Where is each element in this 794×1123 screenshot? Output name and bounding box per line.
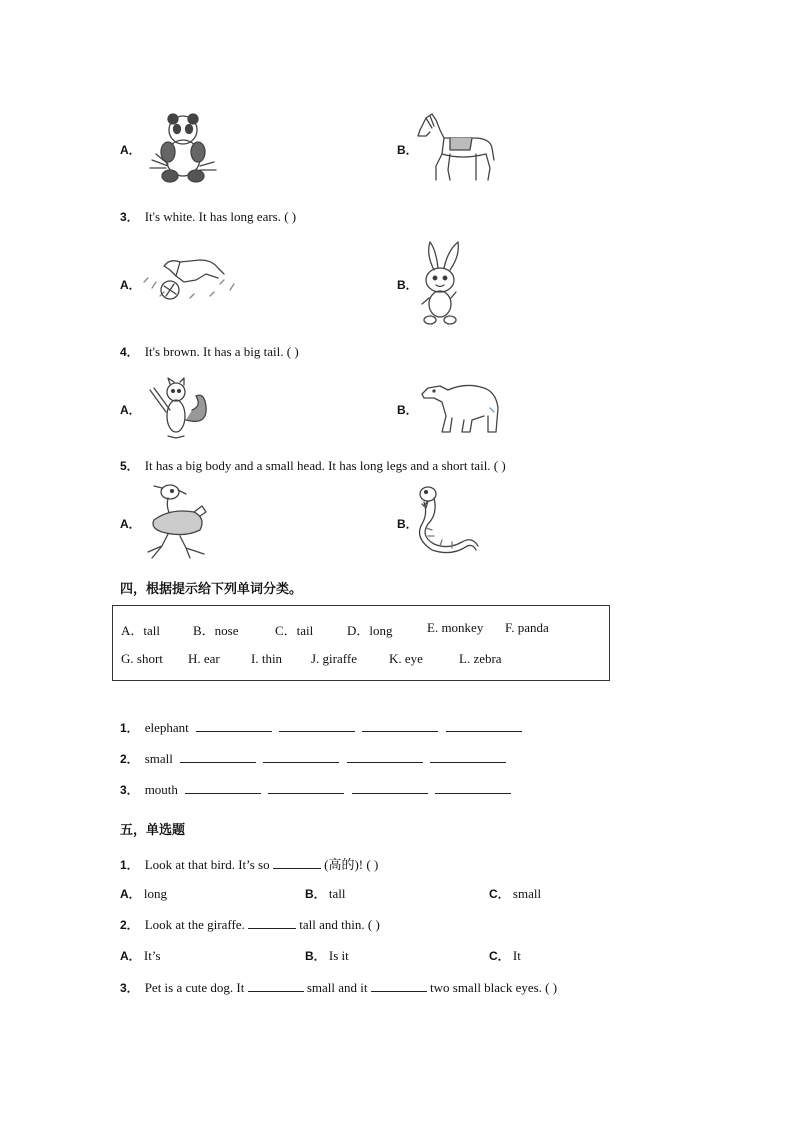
word-bank-item: J. giraffe	[311, 651, 357, 666]
s5-q3-text-before: Pet is a cute dog. It	[144, 980, 245, 995]
panda-image	[148, 108, 218, 186]
polar-bear-image	[418, 380, 502, 436]
option-text: Is it	[328, 948, 349, 963]
s5-q2-option-a[interactable]	[120, 947, 161, 964]
answer-blank[interactable]	[263, 751, 339, 763]
option-label: B．	[305, 887, 326, 901]
category-row	[120, 750, 506, 767]
word-bank-item: B．nose	[193, 623, 239, 638]
answer-blank[interactable]	[180, 751, 256, 763]
category-word: small	[144, 751, 173, 766]
answer-blank[interactable]	[196, 720, 272, 732]
q4-option-b-label: B．	[397, 403, 418, 417]
answer-blank[interactable]	[185, 782, 261, 794]
answer-blank[interactable]	[435, 782, 511, 794]
q5-number: 5．	[120, 459, 139, 473]
word-bank-box	[112, 605, 610, 681]
category-number: 3．	[120, 783, 139, 797]
word-bank-item: I. thin	[251, 651, 283, 666]
q4-number: 4．	[120, 345, 139, 359]
option-label: A．	[120, 887, 141, 901]
s5-q1-prompt	[120, 854, 378, 873]
q2-option-a-label: A．	[120, 143, 141, 157]
word-bank-item: C．tail	[275, 623, 314, 638]
option-text: It	[512, 948, 521, 963]
answer-blank[interactable]	[362, 720, 438, 732]
s5-q3-number: 3．	[120, 981, 139, 995]
option-label: C．	[489, 887, 510, 901]
s5-q1-option-b[interactable]	[305, 885, 346, 902]
option-text: long	[143, 886, 168, 901]
word-bank-item: A．tall	[121, 623, 160, 638]
word-bank-item: L. zebra	[459, 651, 502, 666]
ostrich-image	[140, 482, 212, 560]
word-bank-item: F. panda	[505, 620, 549, 635]
category-row	[120, 719, 522, 736]
q5-prompt	[120, 457, 506, 474]
answer-blank[interactable]	[371, 980, 427, 992]
s5-q1-text-before: Look at that bird. It’s so	[144, 857, 270, 872]
q2-option-b-label: B．	[397, 143, 418, 157]
s5-q2-text-after: tall and thin. ( )	[299, 917, 380, 932]
q5-text: It has a big body and a small head. It has long legs and a short tail. ( )	[144, 458, 506, 473]
q4-text: It's brown. It has a big tail. ( )	[144, 344, 299, 359]
answer-blank[interactable]	[273, 857, 321, 869]
q3-text: It's white. It has long ears. ( )	[144, 209, 297, 224]
answer-blank[interactable]	[430, 751, 506, 763]
s5-q2-option-b[interactable]	[305, 947, 349, 964]
category-number: 1．	[120, 721, 139, 735]
answer-blank[interactable]	[352, 782, 428, 794]
s5-q2-number: 2．	[120, 918, 139, 932]
s5-q1-option-c[interactable]	[489, 885, 541, 902]
s5-q3-prompt	[120, 979, 557, 996]
q5-option-a-label: A．	[120, 517, 141, 531]
rabbit-image	[414, 238, 466, 328]
category-word: mouth	[144, 782, 178, 797]
category-row	[120, 781, 511, 798]
q3-prompt	[120, 208, 296, 225]
q3-number: 3．	[120, 210, 139, 224]
category-word: elephant	[144, 720, 189, 735]
word-bank-item: K. eye	[389, 651, 423, 666]
s5-q1-option-a[interactable]	[120, 885, 167, 902]
answer-blank[interactable]	[446, 720, 522, 732]
category-number: 2．	[120, 752, 139, 766]
s5-q3-text-middle: small and it	[306, 980, 368, 995]
word-bank-item: G. short	[121, 651, 163, 666]
squirrel-image	[146, 376, 218, 442]
section5-title: 五，单选题	[120, 823, 186, 838]
animal-with-ball-image	[140, 252, 240, 304]
option-label: B．	[305, 949, 326, 963]
answer-blank[interactable]	[248, 980, 304, 992]
s5-q3-text-after: two small black eyes. ( )	[430, 980, 558, 995]
answer-blank[interactable]	[279, 720, 355, 732]
word-bank-item: D．long	[347, 623, 393, 638]
q3-option-b-label: B．	[397, 278, 418, 292]
answer-blank[interactable]	[248, 917, 296, 929]
option-label: A．	[120, 949, 141, 963]
word-bank-item: H. ear	[188, 651, 220, 666]
answer-blank[interactable]	[268, 782, 344, 794]
snake-image	[414, 484, 482, 556]
s5-q1-text-after: (高的)! ( )	[324, 857, 379, 872]
q4-option-a-label: A．	[120, 403, 141, 417]
answer-blank[interactable]	[347, 751, 423, 763]
s5-q2-text-before: Look at the giraffe.	[144, 917, 245, 932]
option-text: It’s	[143, 948, 161, 963]
s5-q1-number: 1．	[120, 858, 139, 872]
s5-q2-option-c[interactable]	[489, 947, 521, 964]
option-text: tall	[328, 886, 346, 901]
section4-title: 四，根据提示给下列单词分类。	[120, 582, 303, 597]
s5-q2-prompt	[120, 916, 380, 933]
horse-image	[414, 110, 498, 184]
option-label: C．	[489, 949, 510, 963]
q3-option-a-label: A．	[120, 278, 141, 292]
q4-prompt	[120, 343, 299, 360]
q5-option-b-label: B．	[397, 517, 418, 531]
word-bank-item: E. monkey	[427, 620, 484, 635]
option-text: small	[512, 886, 542, 901]
